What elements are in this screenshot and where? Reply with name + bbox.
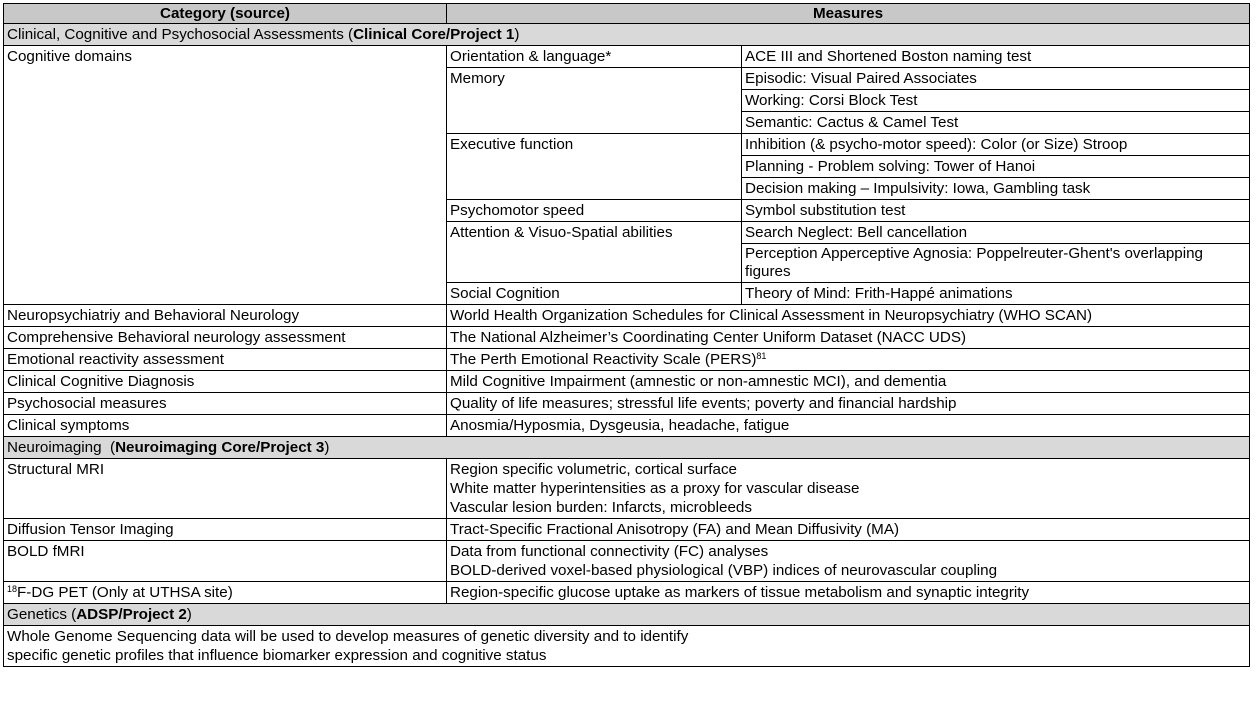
- table-row: [4, 582, 1250, 604]
- measure-cell: Region-specific glucose uptake as markers of tissue metabolism and synaptic integrity: [447, 582, 1250, 604]
- domain-cell: Attention & Visuo-Spatial abilities: [447, 222, 742, 283]
- category-cell: [4, 582, 447, 604]
- measure-line: BOLD-derived voxel-based physiological (VBP) indices of neurovascular coupling: [450, 562, 998, 579]
- isotope-superscript: 18: [7, 584, 18, 594]
- measure-cell: Search Neglect: Bell cancellation: [742, 222, 1250, 244]
- reference-superscript: 81: [756, 351, 767, 361]
- table-row: [4, 46, 1250, 68]
- measure-line: Region specific volumetric, cortical surface: [450, 461, 737, 478]
- section-source: Clinical Core/Project 1: [353, 26, 515, 43]
- table-row: [4, 541, 1250, 582]
- domain-cell: Psychomotor speed: [447, 200, 742, 222]
- measure-cell: Tract-Specific Fractional Anisotropy (FA) and Mean Diffusivity (MA): [447, 519, 1250, 541]
- table-row: [4, 415, 1250, 437]
- genetics-line: specific genetic profiles that influence biomarker expression and cognitive status: [7, 647, 547, 664]
- measure-cell: Quality of life measures; stressful life events; poverty and financial hardship: [447, 393, 1250, 415]
- measure-cell: Decision making – Impulsivity: Iowa, Gambling task: [742, 178, 1250, 200]
- section-title-clinical: [4, 24, 1250, 46]
- section-source: ADSP/Project 2: [76, 606, 187, 623]
- domain-cell: Social Cognition: [447, 283, 742, 305]
- section-title-text: Neuroimaging (: [7, 439, 116, 456]
- table-row: [4, 327, 1250, 349]
- measure-cell: [447, 541, 1250, 582]
- section-row-genetics: [4, 604, 1250, 626]
- section-source: Neuroimaging Core/Project 3: [115, 439, 325, 456]
- table-row: [4, 519, 1250, 541]
- measure-cell: Perception Apperceptive Agnosia: Poppelreuter-Ghent's overlapping figures: [742, 244, 1250, 283]
- measure-cell: Planning - Problem solving: Tower of Hanoi: [742, 156, 1250, 178]
- section-row-neuroimaging: [4, 437, 1250, 459]
- table-row: [4, 371, 1250, 393]
- measure-line: White matter hyperintensities as a proxy for vascular disease: [450, 480, 860, 497]
- section-suffix: ): [514, 26, 520, 43]
- measure-cell: [447, 349, 1250, 371]
- measure-cell: Episodic: Visual Paired Associates: [742, 68, 1250, 90]
- measure-cell: The National Alzheimer’s Coordinating Center Uniform Dataset (NACC UDS): [447, 327, 1250, 349]
- table-row: [4, 393, 1250, 415]
- measure-cell: Anosmia/Hyposmia, Dysgeusia, headache, fatigue: [447, 415, 1250, 437]
- category-cell: Structural MRI: [4, 459, 447, 519]
- domain-cell: Orientation & language*: [447, 46, 742, 68]
- section-title-text: Genetics (: [7, 606, 77, 623]
- measure-line: Data from functional connectivity (FC) analyses: [450, 543, 769, 560]
- table-row: [4, 349, 1250, 371]
- header-category: Category (source): [4, 4, 447, 24]
- genetics-text-cell: [4, 626, 1250, 667]
- section-title-genetics: [4, 604, 1250, 626]
- measure-cell: Mild Cognitive Impairment (amnestic or non-amnestic MCI), and dementia: [447, 371, 1250, 393]
- measure-cell: ACE III and Shortened Boston naming test: [742, 46, 1250, 68]
- measures-table: [3, 3, 1250, 667]
- category-cell: BOLD fMRI: [4, 541, 447, 582]
- measure-cell: Symbol substitution test: [742, 200, 1250, 222]
- table-header-row: [4, 4, 1250, 24]
- section-title-text: Clinical, Cognitive and Psychosocial Assessments (: [7, 26, 354, 43]
- section-suffix: ): [186, 606, 192, 623]
- category-text: F-DG PET (Only at UTHSA site): [17, 584, 233, 601]
- table-row: [4, 459, 1250, 519]
- measure-cell: Theory of Mind: Frith-Happé animations: [742, 283, 1250, 305]
- section-suffix: ): [324, 439, 330, 456]
- domain-cell: Memory: [447, 68, 742, 134]
- table-row: [4, 626, 1250, 667]
- category-cell: Comprehensive Behavioral neurology assessment: [4, 327, 447, 349]
- measure-cell: Working: Corsi Block Test: [742, 90, 1250, 112]
- section-title-neuroimaging: [4, 437, 1250, 459]
- measure-cell: [447, 459, 1250, 519]
- category-cell: Clinical Cognitive Diagnosis: [4, 371, 447, 393]
- category-cell: Cognitive domains: [4, 46, 447, 305]
- category-cell: Neuropsychiatriy and Behavioral Neurology: [4, 305, 447, 327]
- category-cell: Clinical symptoms: [4, 415, 447, 437]
- measure-cell: World Health Organization Schedules for Clinical Assessment in Neuropsychiatry (WHO SCAN): [447, 305, 1250, 327]
- category-cell: Diffusion Tensor Imaging: [4, 519, 447, 541]
- header-measures: Measures: [447, 4, 1250, 24]
- domain-cell: Executive function: [447, 134, 742, 200]
- section-row-clinical: [4, 24, 1250, 46]
- measure-line: Vascular lesion burden: Infarcts, microbleeds: [450, 499, 752, 516]
- measure-cell: Semantic: Cactus & Camel Test: [742, 112, 1250, 134]
- measure-text: The Perth Emotional Reactivity Scale (PERS): [450, 351, 757, 368]
- category-cell: Emotional reactivity assessment: [4, 349, 447, 371]
- table-row: [4, 305, 1250, 327]
- category-cell: Psychosocial measures: [4, 393, 447, 415]
- genetics-line: Whole Genome Sequencing data will be used to develop measures of genetic diversity and to identify: [7, 628, 689, 645]
- measure-cell: Inhibition (& psycho-motor speed): Color (or Size) Stroop: [742, 134, 1250, 156]
